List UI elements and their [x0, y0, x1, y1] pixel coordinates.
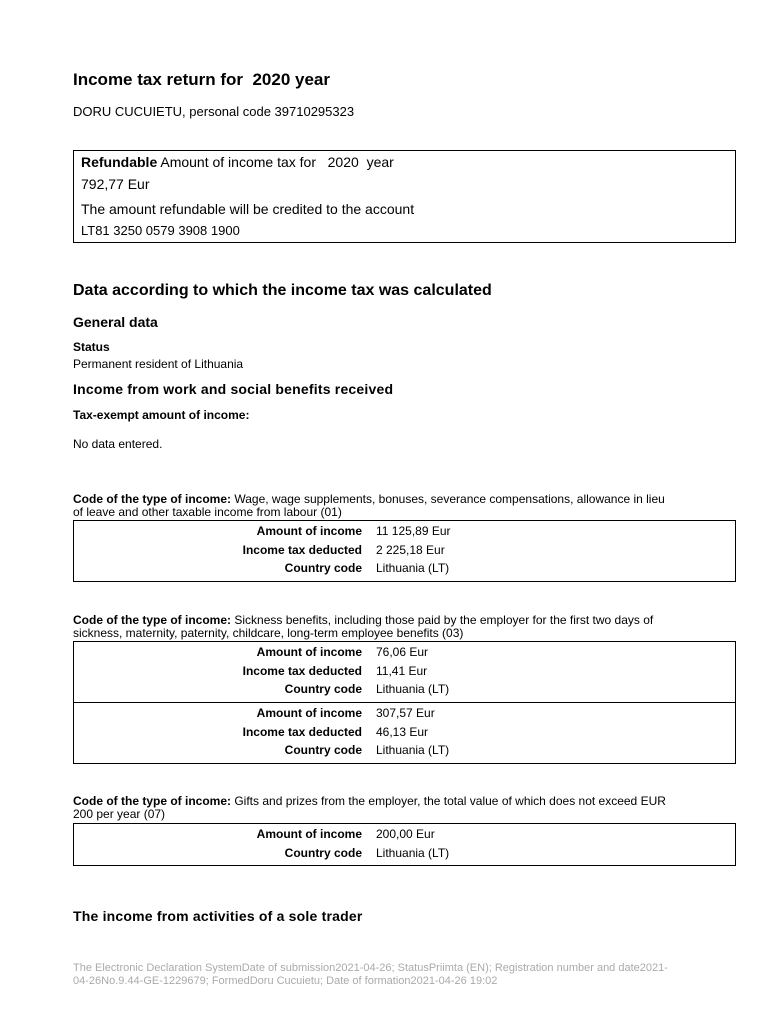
refund-account: LT81 3250 0579 3908 1900 [81, 223, 240, 238]
income-type-code [73, 493, 673, 519]
field-label: Amount of income [256, 524, 362, 538]
field-value: 11 125,89 Eur [376, 524, 451, 538]
income-type-code-label: Code of the type of income: [73, 794, 232, 808]
field-label: Country code [284, 743, 362, 758]
field-value: Lithuania (LT) [376, 845, 450, 860]
income-type-description: Gifts and prizes from the employer, the total value of which does not exceed EUR 200 per year (07) [73, 794, 666, 821]
field-label: Income tax deducted [242, 542, 362, 557]
income-row [74, 824, 735, 843]
field-label: Country code [284, 561, 362, 576]
section-heading-data: Data according to which the income tax was calculated [73, 282, 492, 299]
income-row [74, 661, 735, 680]
field-value: 2 225,18 Eur [376, 542, 445, 557]
income-row [74, 642, 735, 661]
field-value: 200,00 Eur [376, 827, 435, 841]
income-type-code [73, 795, 673, 821]
field-label: Income tax deducted [242, 724, 362, 739]
income-type-description: Wage, wage supplements, bonuses, severance compensations, allowance in lieu of leave and other taxable income from labour (01) [73, 492, 665, 519]
income-table [73, 823, 736, 866]
income-row [74, 740, 735, 759]
refund-amount: 792,77 Eur [81, 176, 150, 192]
income-row [74, 558, 735, 577]
tax-exempt-value: No data entered. [73, 437, 163, 451]
income-row [74, 521, 735, 540]
field-label: Amount of income [256, 645, 362, 659]
field-label: Income tax deducted [242, 663, 362, 678]
field-label: Amount of income [256, 706, 362, 720]
page-title: Income tax return for 2020 year [73, 70, 331, 89]
income-row [74, 540, 735, 559]
income-type-description: Sickness benefits, including those paid by the employer for the first two days of sickness, maternity, paternity, childcare, long-term employee benefits (03) [73, 613, 654, 640]
income-row [74, 679, 735, 698]
tax-exempt-label: Tax-exempt amount of income: [73, 408, 250, 422]
income-entry [74, 824, 735, 865]
field-label: Country code [284, 845, 362, 860]
income-table [73, 520, 736, 582]
field-value: Lithuania (LT) [376, 682, 450, 697]
income-entry [74, 642, 735, 702]
refund-label: Refundable [81, 154, 158, 170]
status-value: Permanent resident of Lithuania [73, 357, 244, 371]
field-value: Lithuania (LT) [376, 743, 450, 758]
income-type-code [73, 614, 673, 640]
refund-credit-note: The amount refundable will be credited to the account [81, 201, 415, 217]
sole-trader-heading: The income from activities of a sole trader [73, 908, 363, 924]
field-value: Lithuania (LT) [376, 561, 450, 576]
income-row [74, 843, 735, 862]
refund-description: Amount of income tax for 2020 year [157, 154, 394, 170]
income-type-code-label: Code of the type of income: [73, 492, 232, 506]
refund-summary-box [73, 150, 736, 243]
field-label: Country code [284, 682, 362, 697]
field-value: 307,57 Eur [376, 706, 435, 720]
general-data-heading: General data [73, 314, 158, 330]
income-row [74, 722, 735, 741]
income-row [74, 703, 735, 722]
taxpayer-line: DORU CUCUIETU, personal code 39710295323 [73, 104, 355, 119]
income-entry [74, 521, 735, 581]
income-work-heading: Income from work and social benefits received [73, 381, 394, 397]
page-footer: The Electronic Declaration SystemDate of submission2021-04-26; StatusPriimta (EN); Registration number and date2021-04-26No.9.44-GE-1229679; FormedDoru Cucuietu; Date of formation2021-04-26 19:02 [73, 962, 668, 987]
field-value: 46,13 Eur [376, 724, 429, 739]
income-entry [74, 702, 735, 763]
refund-heading [81, 154, 394, 170]
field-label: Amount of income [256, 827, 362, 841]
status-label: Status [73, 340, 110, 354]
field-value: 11,41 Eur [376, 663, 428, 678]
income-type-code-label: Code of the type of income: [73, 613, 232, 627]
income-table [73, 641, 736, 764]
field-value: 76,06 Eur [376, 645, 429, 659]
